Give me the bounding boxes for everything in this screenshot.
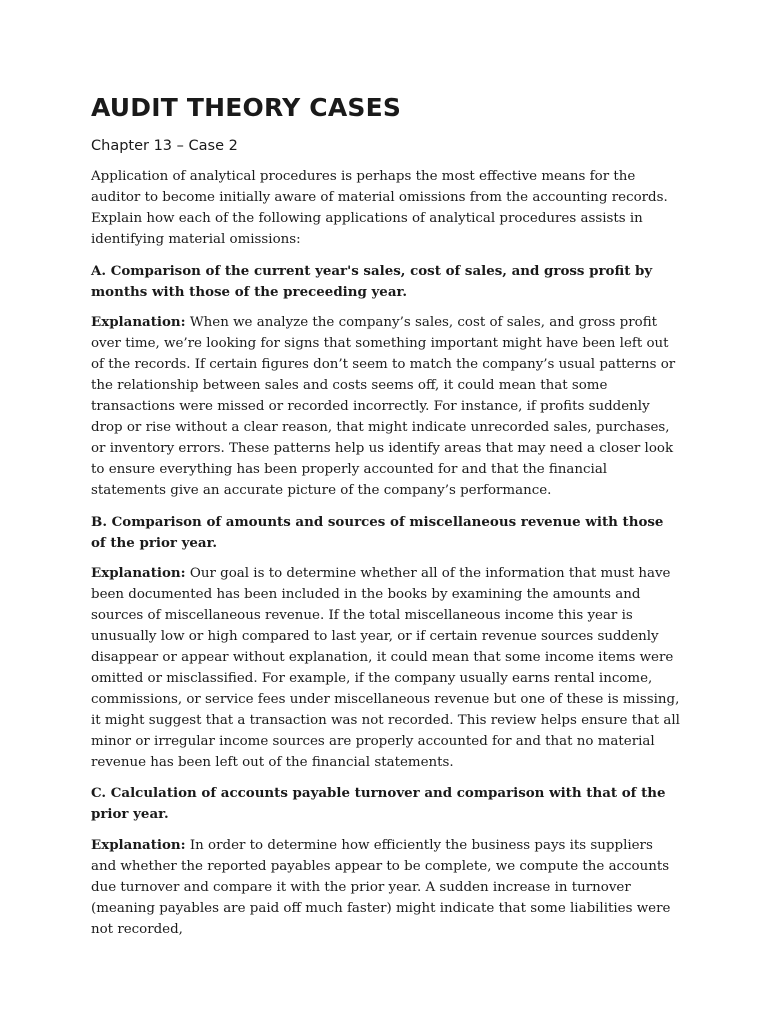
section-a-explanation <box>91 312 681 501</box>
section-a-heading: A. Comparison of the current year's sales, cost of sales, and gross profit by months with those of the preceeding year. <box>91 262 653 300</box>
explanation-text: When we analyze the company’s sales, cost of sales, and gross profit over time, we’re looking for signs that something important might have been left out of the records. If certain figures don’t seem to match the company’s usual patterns or the relationship between sales and costs seems off, it could mean that some transactions were missed or recorded incorrectly. For instance, if profits suddenly drop or rise without a clear reason, that might indicate unrecorded sales, purchases, or inventory errors. These patterns help us identify areas that may need a closer look to ensure everything has been properly accounted for and that the financial statements give an accurate picture of the company’s performance. <box>91 315 676 498</box>
page-subtitle: Chapter 13 – Case 2 <box>91 138 238 154</box>
section-c-heading: C. Calculation of accounts payable turnover and comparison with that of the prior year. <box>91 785 666 823</box>
explanation-label: Explanation: <box>91 837 186 854</box>
explanation-label: Explanation: <box>91 565 186 582</box>
explanation-text: Our goal is to determine whether all of the information that must have been documented has been included in the books by examining the amounts and sources of miscellaneous revenue. If the total miscellaneous income this year is unusually low or high compared to last year, or if certain revenue sources suddenly disappear or appear without explanation, it could mean that some income items were omitted or misclassified. For example, if the company usually earns rental income, commissions, or service fees under miscellaneous revenue but one of these is missing, it might suggest that a transaction was not recorded. This review helps ensure that all minor or irregular income sources are properly accounted for and that no material revenue has been left out of the financial statements. <box>91 566 680 770</box>
section-b-explanation <box>91 563 681 773</box>
explanation-label: Explanation: <box>91 314 186 331</box>
intro-paragraph: Application of analytical procedures is perhaps the most effective means for the auditor to become initially aware of material omissions from the accounting records. Explain how each of the following applications of analytical procedures assists in identifying material omissions: <box>91 169 668 247</box>
explanation-text: In order to determine how efficiently the business pays its suppliers and whether the reported payables appear to be complete, we compute the accounts due turnover and compare it with the prior year. A sudden increase in turnover (meaning payables are paid off much faster) might indicate that some liabilities were not recorded, <box>91 838 671 937</box>
page-title: AUDIT THEORY CASES <box>91 93 402 122</box>
section-b-heading: B. Comparison of amounts and sources of miscellaneous revenue with those of the prior year. <box>91 513 664 551</box>
section-c-explanation <box>91 835 681 941</box>
document-page <box>91 92 681 951</box>
